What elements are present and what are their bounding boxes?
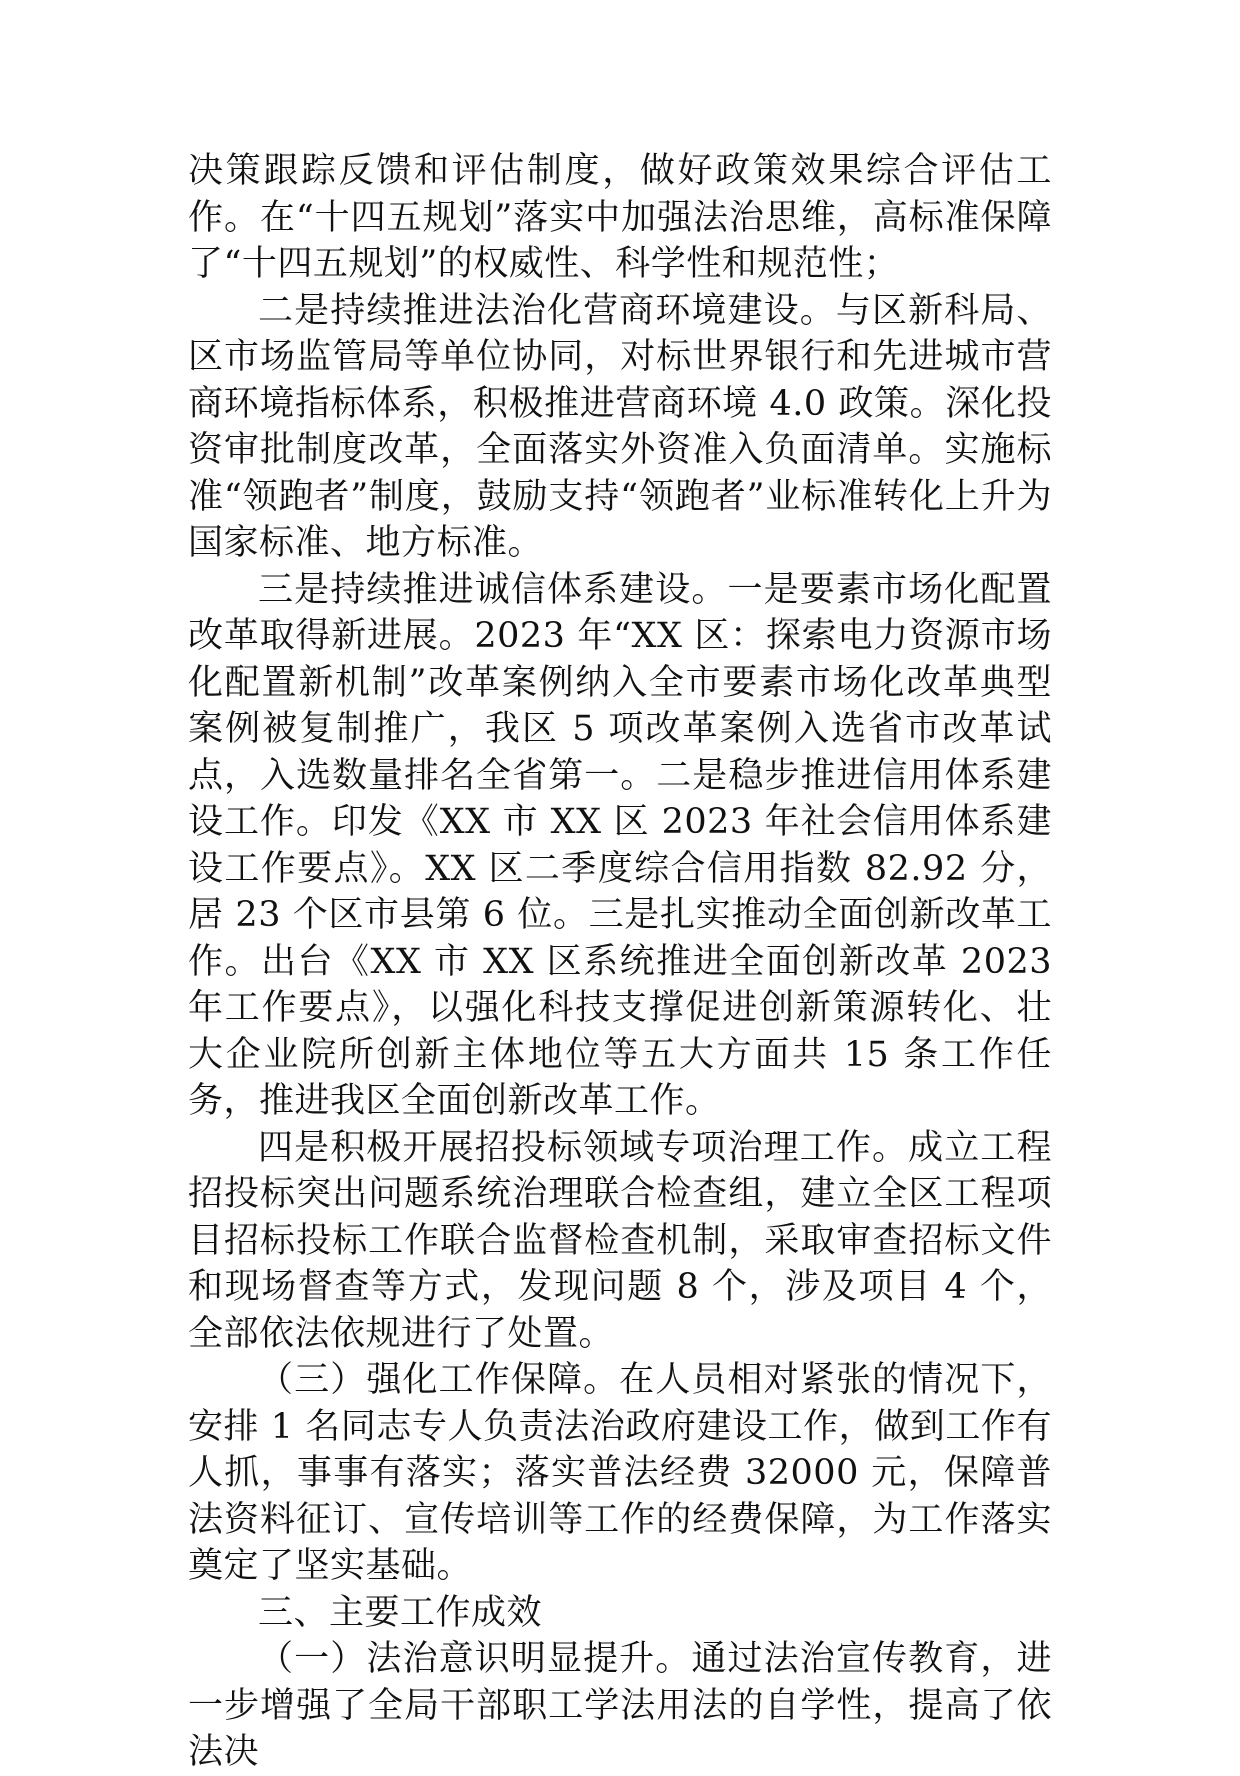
section-heading-main-results: 三、主要工作成效	[258, 1592, 543, 1633]
document-body	[188, 148, 1052, 1776]
paragraph-legal-awareness: （一）法治意识明显提升。通过法治宣传教育，进一步增强了全局干部职工学法用法的自学性，提高了依法决	[188, 1639, 1052, 1772]
paragraph-continuation: 决策跟踪反馈和评估制度，做好政策效果综合评估工作。在“十四五规划”落实中加强法治思维，高标准保障了“十四五规划”的权威性、科学性和规范性；	[188, 151, 1052, 284]
paragraph-credit-system: 三是持续推进诚信体系建设。一是要素市场化配置改革取得新进展。2023 年“XX 区：探索电力资源市场化配置新机制”改革案例纳入全市要素市场化改革典型案例被复制推广，我区 5 项改革案例入选省市改革试点，入选数量排名全省第一。二是稳步推进信用体系建设工作。印发《XX 市 XX 区 2023 年社会信用体系建设工作要点》。XX 区二季度综合信用指数 82.92 分，居 23 个区市县第 6 位。三是扎实推动全面创新改革工作。出台《XX 市 XX 区系统推进全面创新改革 2023 年工作要点》，以强化科技支撑促进创新策源转化、壮大企业院所创新主体地位等五大方面共 15 条工作任务，推进我区全面创新改革工作。	[188, 569, 1052, 1121]
paragraph-business-environment: 二是持续推进法治化营商环境建设。与区新科局、区市场监管局等单位协同，对标世界银行和先进城市营商环境指标体系，积极推进营商环境 4.0 政策。深化投资审批制度改革，全面落实外资准入负面清单。实施标准“领跑者”制度，鼓励支持“领跑者”业标准转化上升为国家标准、地方标准。	[188, 290, 1052, 563]
paragraph-bidding-governance: 四是积极开展招投标领域专项治理工作。成立工程招投标突出问题系统治理联合检查组，建立全区工程项目招标投标工作联合监督检查机制，采取审查招标文件和现场督查等方式，发现问题 8 个，涉及项目 4 个，全部依法依规进行了处置。	[188, 1127, 1052, 1354]
paragraph-work-guarantee: （三）强化工作保障。在人员相对紧张的情况下，安排 1 名同志专人负责法治政府建设工作，做到工作有人抓，事事有落实；落实普法经费 32000 元，保障普法资料征订、宣传培训等工作的经费保障，为工作落实奠定了坚实基础。	[188, 1360, 1052, 1586]
